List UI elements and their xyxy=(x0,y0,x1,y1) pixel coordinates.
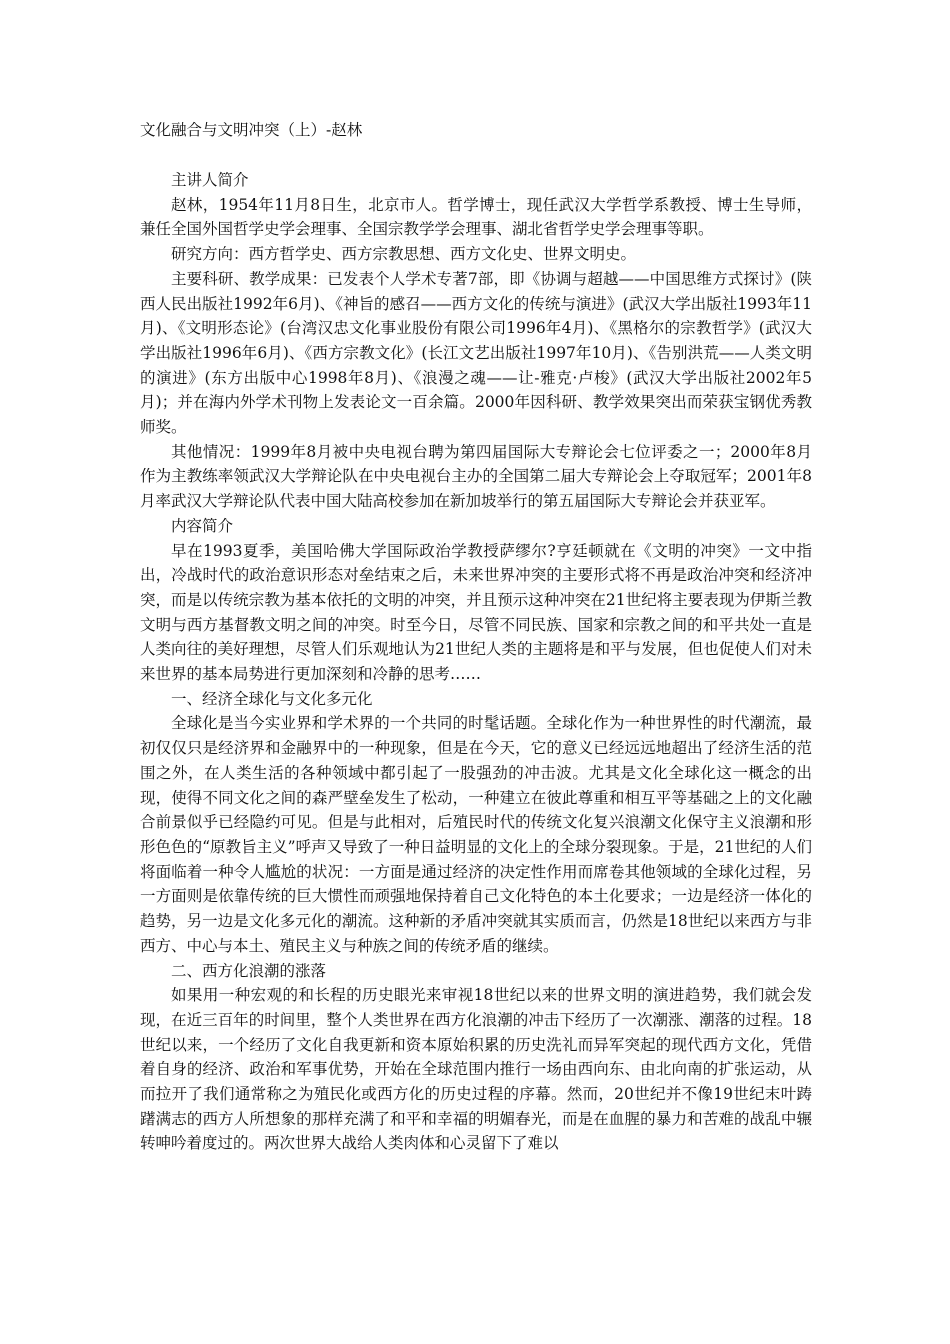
paragraph-other-info: 其他情况：1999年8月被中央电视台聘为第四届国际大专辩论会七位评委之一；2000年8月作为主教练率领武汉大学辩论队在中央电视台主办的全国第二届大专辩论会上夺取冠军；2001年8月率武汉大学辩论队代表中国大陆高校参加在新加坡举行的第五届国际大专辩论会并获亚军。 xyxy=(140,442,812,511)
section-heading-globalization: 一、经济全球化与文化多元化 xyxy=(171,689,373,708)
section-heading-content-intro: 内容简介 xyxy=(171,516,234,535)
section-heading-westernization: 二、西方化浪潮的涨落 xyxy=(171,961,327,980)
paragraph-achievements: 主要科研、教学成果：已发表个人学术专著7部，即《协调与超越——中国思维方式探讨》(陕西人民出版社1992年6月)、《神旨的感召——西方文化的传统与演进》(武汉大学出版社1993年11月)、《文明形态论》(台湾汉忠文化事业股份有限公司1996年4月)、《黑格尔的宗教哲学》(武汉大学出版社1996年6月)、《西方宗教文化》(长江文艺出版社1997年10月)、《告别洪荒——人类文明的演进》(东方出版中心1998年8月)、《浪漫之魂——让-雅克·卢梭》(武汉大学出版社2002年5月)；并在海内外学术刊物上发表论文一百余篇。2000年因科研、教学效果突出而荣获宝钢优秀教师奖。 xyxy=(140,269,812,437)
paragraph-globalization: 全球化是当今实业界和学术界的一个共同的时髦话题。全球化作为一种世界性的时代潮流，最初仅仅只是经济界和金融界中的一种现象，但是在今天，它的意义已经远远地超出了经济生活的范围之外，在人类生活的各种领域中都引起了一股强劲的冲击波。尤其是文化全球化这一概念的出现，使得不同文化之间的森严壁垒发生了松动，一种建立在彼此尊重和相互平等基础之上的文化融合前景似乎已经隐约可见。但是与此相对，后殖民时代的传统文化复兴浪潮文化保守主义浪潮和形形色色的“原教旨主义”呼声又导致了一种日益明显的文化上的全球分裂现象。于是，21世纪的人们将面临着一种令人尴尬的状况：一方面是通过经济的决定性作用而席卷其他领域的全球化过程，另一方面则是依靠传统的巨大惯性而顽强地保持着自己文化特色的本土化要求；一边是经济一体化的趋势，另一边是文化多元化的潮流。这种新的矛盾冲突就其实质而言，仍然是18世纪以来西方与非西方、中心与本土、殖民主义与种族之间的传统矛盾的继续。 xyxy=(140,714,812,955)
paragraph-research-direction: 研究方向：西方哲学史、西方宗教思想、西方文化史、世界文明史。 xyxy=(171,245,637,264)
document-page xyxy=(140,118,812,1156)
paragraph-content-intro: 早在1993夏季，美国哈佛大学国际政治学教授萨缪尔?亨廷顿就在《文明的冲突》一文中指出，冷战时代的政治意识形态对垒结束之后，未来世界冲突的主要形式将不再是政治冲突和经济冲突，而是以传统宗教为基本依托的文明的冲突，并且预示这种冲突在21世纪将主要表现为伊斯兰教文明与西方基督教文明之间的冲突。时至今日，尽管不同民族、国家和宗教之间的和平共处一直是人类向往的美好理想，尽管人们乐观地认为21世纪人类的主题将是和平与发展，但也促使人们对未来世界的基本局势进行更加深刻和冷静的思考…… xyxy=(140,541,812,684)
document-title: 文化融合与文明冲突（上）-赵林 xyxy=(140,121,363,139)
paragraph-westernization: 如果用一种宏观的和长程的历史眼光来审视18世纪以来的世界文明的演进趋势，我们就会发现，在近三百年的时间里，整个人类世界在西方化浪潮的冲击下经历了一次潮涨、潮落的过程。18世纪以来，一个经历了文化自我更新和资本原始积累的历史洗礼而异军突起的现代西方文化，凭借着自身的经济、政治和军事优势，开始在全球范围内推行一场由西向东、由北向南的扩张运动，从而拉开了我们通常称之为殖民化或西方化的历史过程的序幕。然而，20世纪并不像19世纪末叶踌躇满志的西方人所想象的那样充满了和平和幸福的明媚春光，而是在血腥的暴力和苦难的战乱中辗转呻吟着度过的。两次世界大战给人类肉体和心灵留下了难以 xyxy=(140,986,812,1153)
section-heading-speaker-intro: 主讲人简介 xyxy=(171,171,249,189)
paragraph-bio: 赵林，1954年11月8日生，北京市人。哲学博士，现任武汉大学哲学系教授、博士生导师，兼任全国外国哲学史学会理事、全国宗教学学会理事、湖北省哲学史学会理事等职。 xyxy=(140,195,812,239)
